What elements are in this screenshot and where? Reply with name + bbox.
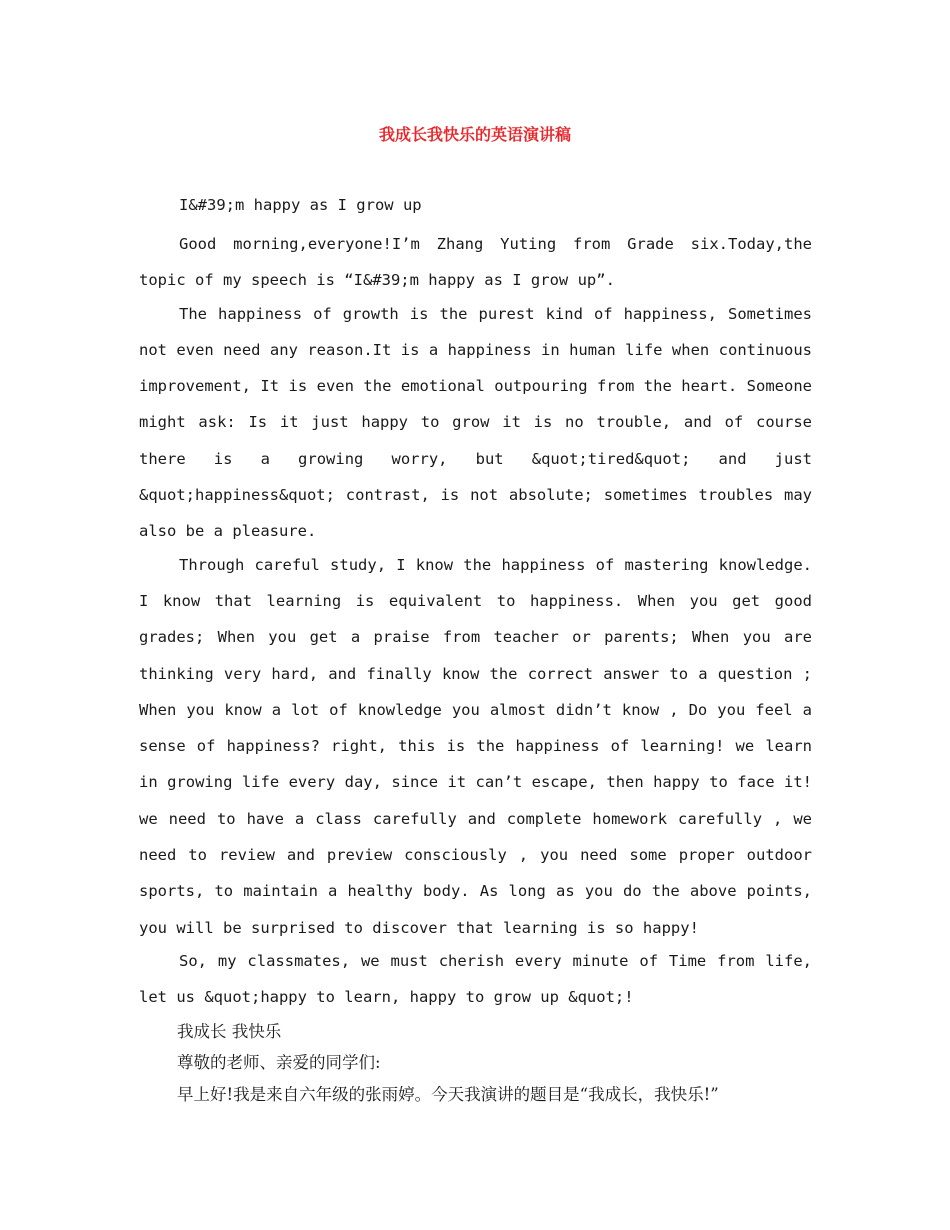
paragraph-closing: So, my classmates, we must cherish every minute of Time from life, let us &quot;happy to learn, happy to grow up &quot;! [139,951,812,1007]
paragraph-happiness-of-growth: The happiness of growth is the purest kind of happiness, Sometimes not even need any reason.It is a happiness in human life when continuous improvement, It is even the emotional outpouring from the heart. Someone might ask: Is it just happy to grow it is no trouble, and of course there is a growing worry, but &quot;tired&quot; and just &quot;happiness&quot; contrast, is not absolute; sometimes troubles may also be a pleasure. [139,304,812,541]
chinese-greeting: 早上好!我是来自六年级的张雨婷。今天我演讲的题目是“我成长，我快乐!” [177,1084,719,1104]
paragraph-learning: Through careful study, I know the happiness of mastering knowledge. I know that learning is equivalent to happiness. When you get good grades; When you get a praise from teacher or parents; When you are thinking very hard, and finally know the correct answer to a question ; When you know a lot of knowledge you almost didn’t know , Do you feel a sense of happiness? right, this is the happiness of learning! we learn in growing life every day, since it can’t escape, then happy to face it! we need to have a class carefully and complete homework carefully , we need to review and preview consciously , you need some proper outdoor sports, to maintain a healthy body. As long as you do the above points, you will be surprised to discover that learning is so happy! [139,555,812,937]
chinese-heading: 我成长 我快乐 [177,1021,282,1041]
chinese-salutation: 尊敬的老师、亲爱的同学们: [177,1053,381,1073]
document-body [139,192,812,1110]
english-heading: I&#39;m happy as I grow up [179,196,422,214]
paragraph-intro: Good morning,everyone!I’m Zhang Yuting from Grade six.Today,the topic of my speech is “I&#39;m happy as I grow up”. [139,235,812,290]
document-title: 我成长我快乐的英语演讲稿 [378,125,571,144]
